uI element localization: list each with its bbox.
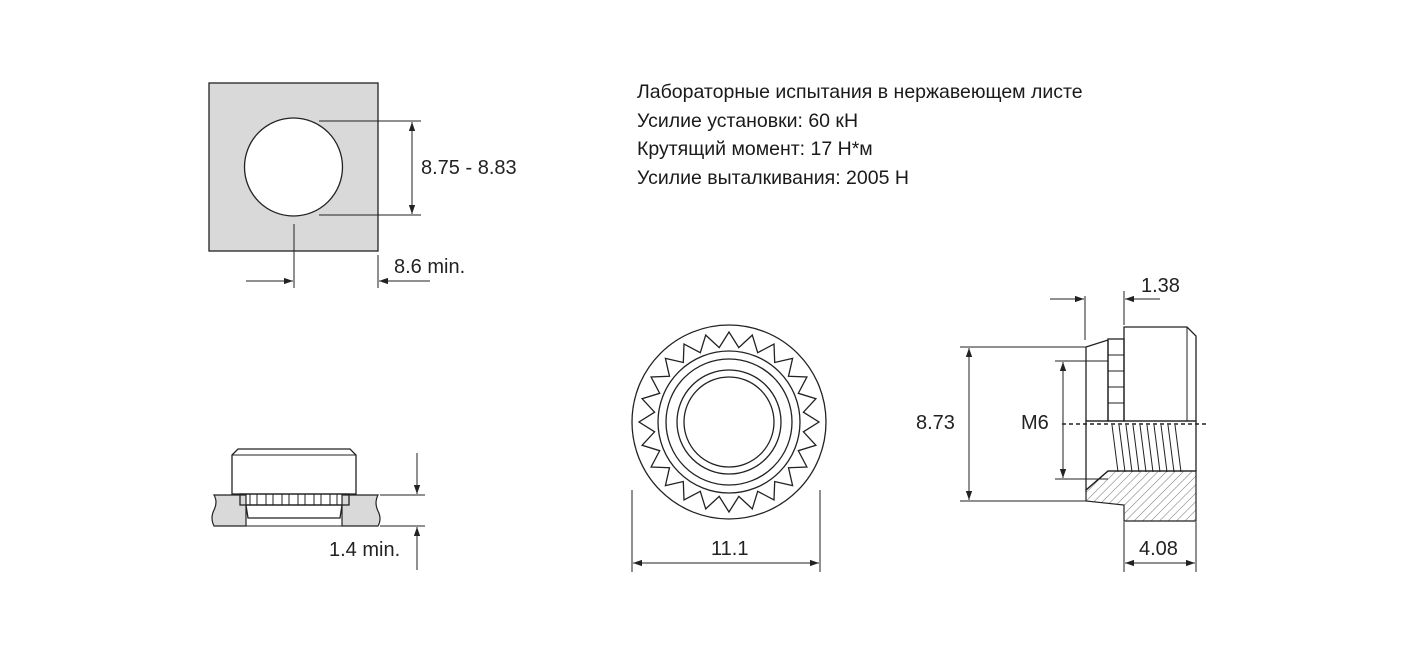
edge-distance-label: 8.6 min. bbox=[394, 256, 466, 278]
nut-top-view bbox=[632, 325, 826, 572]
installed-nut-view bbox=[212, 449, 425, 570]
spec-installation-force: Усилие установки: 60 кН bbox=[637, 109, 859, 132]
body-diameter-label: 8.73 bbox=[916, 412, 955, 434]
spec-pushout-force: Усилие выталкивания: 2005 Н bbox=[637, 167, 909, 190]
nut-section-view bbox=[916, 275, 1206, 572]
thread-size-label: M6 bbox=[1021, 412, 1049, 434]
hole-diameter-label: 8.75 - 8.83 bbox=[421, 157, 517, 179]
mounting-hole bbox=[245, 118, 343, 216]
mounting-hole-view bbox=[209, 83, 517, 288]
sheet-thickness-label: 1.4 min. bbox=[329, 539, 401, 561]
nut-head bbox=[232, 449, 356, 494]
spec-torque: Крутящий момент: 17 Н*м bbox=[637, 138, 873, 161]
sheet-section-left bbox=[212, 495, 246, 526]
thread-lines bbox=[1112, 425, 1181, 472]
sheet-section-right bbox=[342, 495, 380, 526]
shank-width-label: 1.38 bbox=[1141, 275, 1180, 297]
center-hole bbox=[684, 377, 774, 467]
height-label: 4.08 bbox=[1139, 538, 1178, 560]
knurl-teeth bbox=[250, 494, 337, 505]
outer-diameter-label: 11.1 bbox=[711, 538, 749, 560]
outer-ring bbox=[632, 325, 826, 519]
spec-heading: Лабораторные испытания в нержавеющем листе bbox=[637, 81, 1083, 103]
